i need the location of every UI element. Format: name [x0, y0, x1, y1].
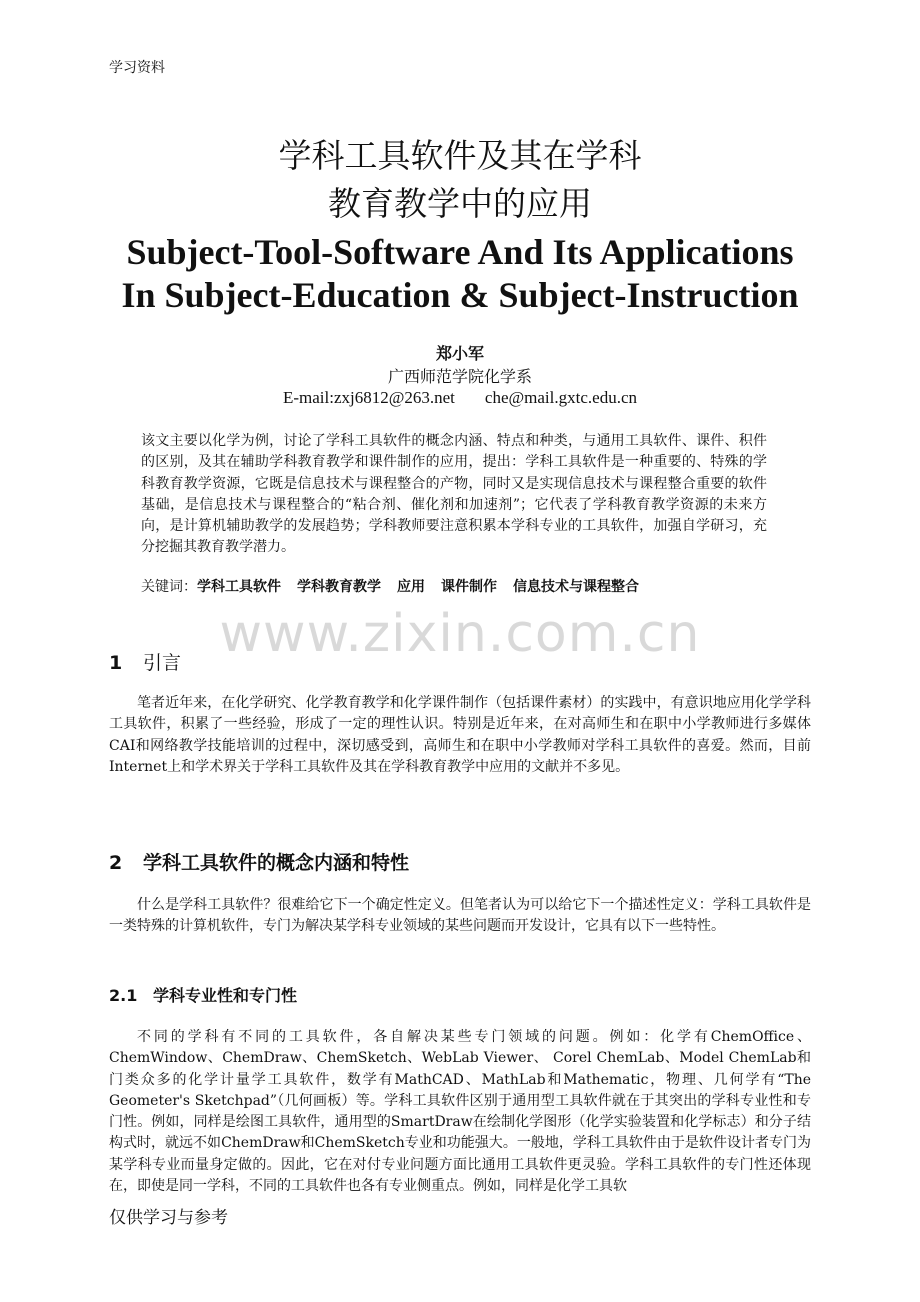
section-number: 2 — [109, 852, 123, 874]
subsection-number: 2.1 — [109, 986, 138, 1005]
author-emails — [0, 388, 920, 408]
email-1[interactable]: E-mail:zxj6812@263.net — [282, 388, 455, 407]
title-en-line1: Subject-Tool-Software And Its Applications — [126, 232, 794, 272]
section-1-paragraph: 笔者近年来，在化学研究、化学教育教学和化学课件制作（包括课件素材）的实践中，有意识地应用化学学科工具软件，积累了一些经验，形成了一定的理性认识。特别是近年来，在对高师生和在职中小学教师进行多媒体CAI和网络教学技能培训的过程中，深切感受到，高师生和在职中小学教师对学科工具软件的喜爱。然而，目前Internet上和学术界关于学科工具软件及其在学科教育教学中应用的文献并不多见。 — [109, 695, 811, 775]
header-note: 学习资料 — [109, 60, 165, 76]
section-heading-1 — [109, 648, 181, 675]
abstract: 该文主要以化学为例，讨论了学科工具软件的概念内涵、特点和种类，与通用工具软件、课件、积件的区别，及其在辅助学科教育教学和课件制作的应用，提出：学科工具软件是一种重要的、特殊的学科教育教学资源，它既是信息技术与课程整合的产物，同时又是实现信息技术与课程整合重要的软件基础，是信息技术与课程整合的“粘合剂、催化剂和加速剂”；它代表了学科教育教学资源的未来方向，是计算机辅助教学的发展趋势；学科教师要注意积累本学科专业的工具软件，加强自学研习，充分挖掘其教育教学潜力。 — [141, 433, 767, 556]
keywords-label: 关键词： — [141, 579, 197, 595]
keyword: 信息技术与课程整合 — [513, 579, 639, 595]
title-en-line2: In Subject-Education & Subject-Instruction — [121, 275, 799, 315]
keywords — [141, 576, 655, 596]
section-title: 引言 — [143, 652, 182, 674]
section-2-paragraph: 什么是学科工具软件？很难给它下一个确定性定义。但笔者认为可以给它下一个描述性定义：学科工具软件是一类特殊的计算机软件，专门为解决某学科专业领域的某些问题而开发设计，它具有以下一些特性。 — [109, 897, 811, 935]
keyword: 应用 — [397, 579, 425, 595]
watermark: www.zixin.com.cn — [219, 604, 701, 664]
keyword: 学科教育教学 — [297, 579, 381, 595]
section-title: 学科工具软件的概念内涵和特性 — [143, 852, 410, 874]
title-cn-line2: 教育教学中的应用 — [328, 184, 592, 223]
subsection-title: 学科专业性和专门性 — [153, 986, 298, 1005]
section-number: 1 — [109, 652, 123, 674]
keyword: 课件制作 — [441, 579, 497, 595]
author-affiliation: 广西师范学院化学系 — [387, 367, 532, 386]
footer-note: 仅供学习与参考 — [109, 1208, 228, 1228]
author-name: 郑小军 — [435, 344, 484, 363]
title-cn-line1: 学科工具软件及其在学科 — [278, 136, 642, 175]
keyword: 学科工具软件 — [197, 579, 281, 595]
subsection-2-1-paragraph: 不同的学科有不同的工具软件，各自解决某些专门领域的问题。例如：化学有ChemOffice、ChemWindow、ChemDraw、ChemSketch、WebLab Viewer、 Corel ChemLab、Model ChemLab和门类众多的化学计量学工具软件，数学有MathCAD、MathLab和Mathematic，物理、几何学有“The Geometer's Sketchpad”（几何画板）等。学科工具软件区别于通用型工具软件就在于其突出的学科专业性和专门性。例如，同样是绘图工具软件，通用型的SmartDraw在绘制化学图形（化学实验装置和化学标志）和分子结构式时，就远不如ChemDraw和ChemSketch专业和功能强大。一般地，学科工具软件由于是软件设计者专门为某学科专业而量身定做的。因此，它在对付专业问题方面比通用工具软件更灵验。学科工具软件的专门性还体现在，即使是同一学科，不同的工具软件也各有专业侧重点。例如，同样是化学工具软 — [109, 1029, 811, 1195]
section-heading-2 — [109, 848, 409, 875]
subsection-heading-2-1 — [109, 983, 297, 1006]
email-2[interactable]: che@mail.gxtc.edu.cn — [484, 388, 637, 407]
